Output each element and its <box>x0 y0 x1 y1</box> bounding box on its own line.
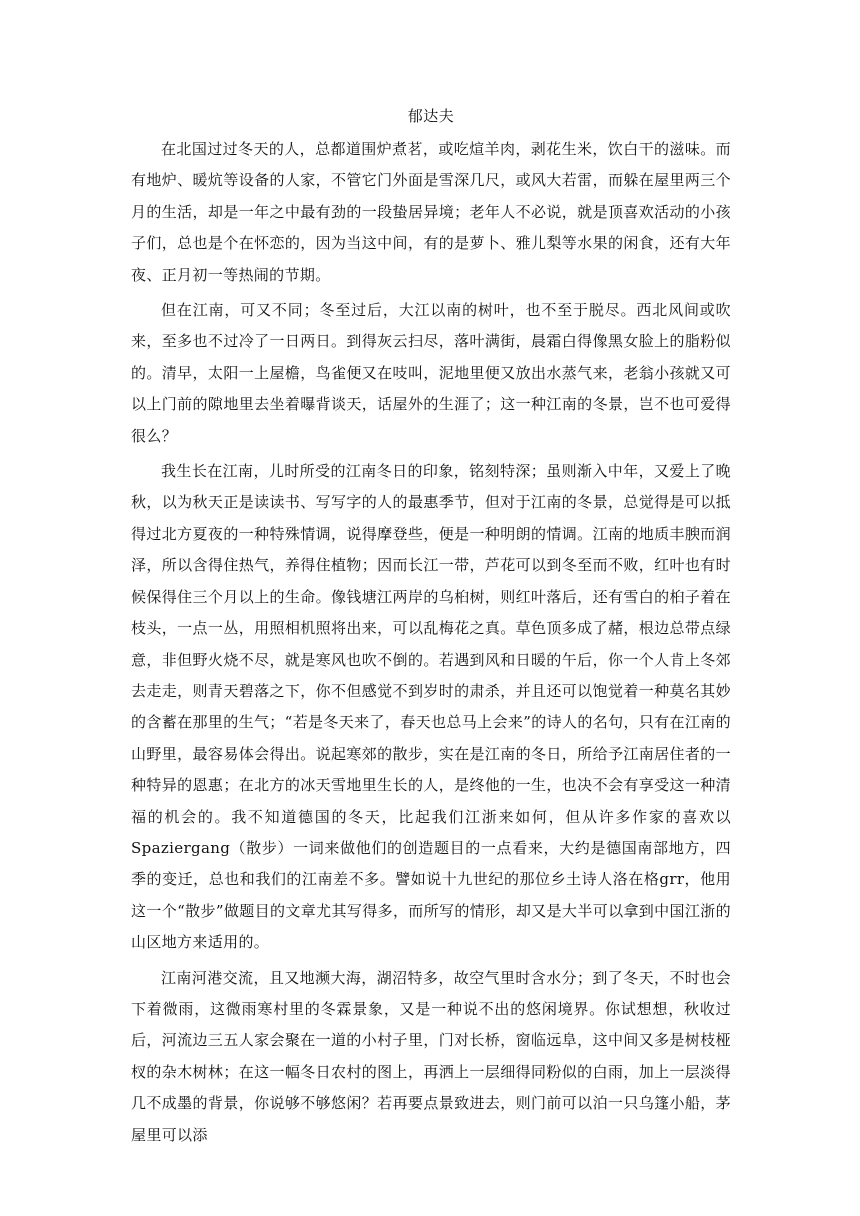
paragraph: 江南河港交流，且又地濒大海，湖沼特多，故空气里时含水分；到了冬天，不时也会下着微雨，这微雨寒村里的冬霖景象，又是一种说不出的悠闲境界。你试想想，秋收过后，河流边三五人家会聚在一道的小村子里，门对长桥，窗临远阜，这中间又多是树枝桠杈的杂木树林；在这一幅冬日农村的图上，再洒上一层细得同粉似的白雨，加上一层淡得几不成墨的背景，你说够不够悠闲？若再要点景致进去，则门前可以泊一只乌篷小船，茅屋里可以添 <box>131 968 731 1144</box>
paragraph: 在北国过过冬天的人，总都道围炉煮茗，或吃煊羊肉，剥花生米，饮白干的滋味。而有地炉、暖炕等设备的人家，不管它门外面是雪深几尺，或风大若雷，而躲在屋里两三个月的生活，却是一年之中最有劲的一段蛰居异境；老年人不必说，就是顶喜欢活动的小孩子们，总也是个在怀恋的，因为当这中间，有的是萝卜、雅儿梨等水果的闲食，还有大年夜、正月初一等热闹的节期。 <box>131 140 731 284</box>
paragraph: 我生长在江南，儿时所受的江南冬日的印象，铭刻特深；虽则渐入中年，又爱上了晚秋，以为秋天正是读读书、写写字的人的最惠季节，但对于江南的冬景，总觉得是可以抵得过北方夏夜的一种特殊情调，说得摩登些，便是一种明朗的情调。江南的地质丰腴而润泽，所以含得住热气，养得住植物；因而长江一带，芦花可以到冬至而不败，红叶也有时候保得住三个月以上的生命。像钱塘江两岸的乌桕树，则红叶落后，还有雪白的桕子着在枝头，一点一丛，用照相机照将出来，可以乱梅花之真。草色顶多成了赭，根边总带点绿意，非但野火烧不尽，就是寒风也吹不倒的。若遇到风和日暖的午后，你一个人肯上冬郊去走走，则青天碧落之下，你不但感觉不到岁时的肃杀，并且还可以饱觉着一种莫名其妙的含蓄在那里的生气；“若是冬天来了，春天也总马上会来”的诗人的名句，只有在江南的山野里，最容易体会得出。说起寒郊的散步，实在是江南的冬日，所给予江南居住者的一种特异的恩惠；在北方的冰天雪地里生长的人，是终他的一生，也决不会有享受这一种清福的机会的。我不知道德国的冬天，比起我们江浙来如何，但从许多作家的喜欢以 Spaziergang（散步）一词来做他们的创造题目的一点看来，大约是德国南部地方，四季的变迁，总也和我们的江南差不多。譬如说十九世纪的那位乡土诗人洛在格grr，他用这一个“散步”做题目的文章尤其写得多，而所写的情形，却又是大半可以拿到中国江浙的山区地方来适用的。 <box>131 462 731 952</box>
document-body <box>131 106 731 1155</box>
author-name: 郁达夫 <box>407 107 455 125</box>
paragraph: 但在江南，可又不同；冬至过后，大江以南的树叶，也不至于脱尽。西北风间或吹来，至多也不过冷了一日两日。到得灰云扫尽，落叶满街，晨霜白得像黑女脸上的脂粉似的。清早，太阳一上屋檐，鸟雀便又在吱叫，泥地里便又放出水蒸气来，老翁小孩就又可以上门前的隙地里去坐着曝背谈天，话屋外的生涯了；这一种江南的冬景，岂不也可爱得很么？ <box>131 301 731 445</box>
